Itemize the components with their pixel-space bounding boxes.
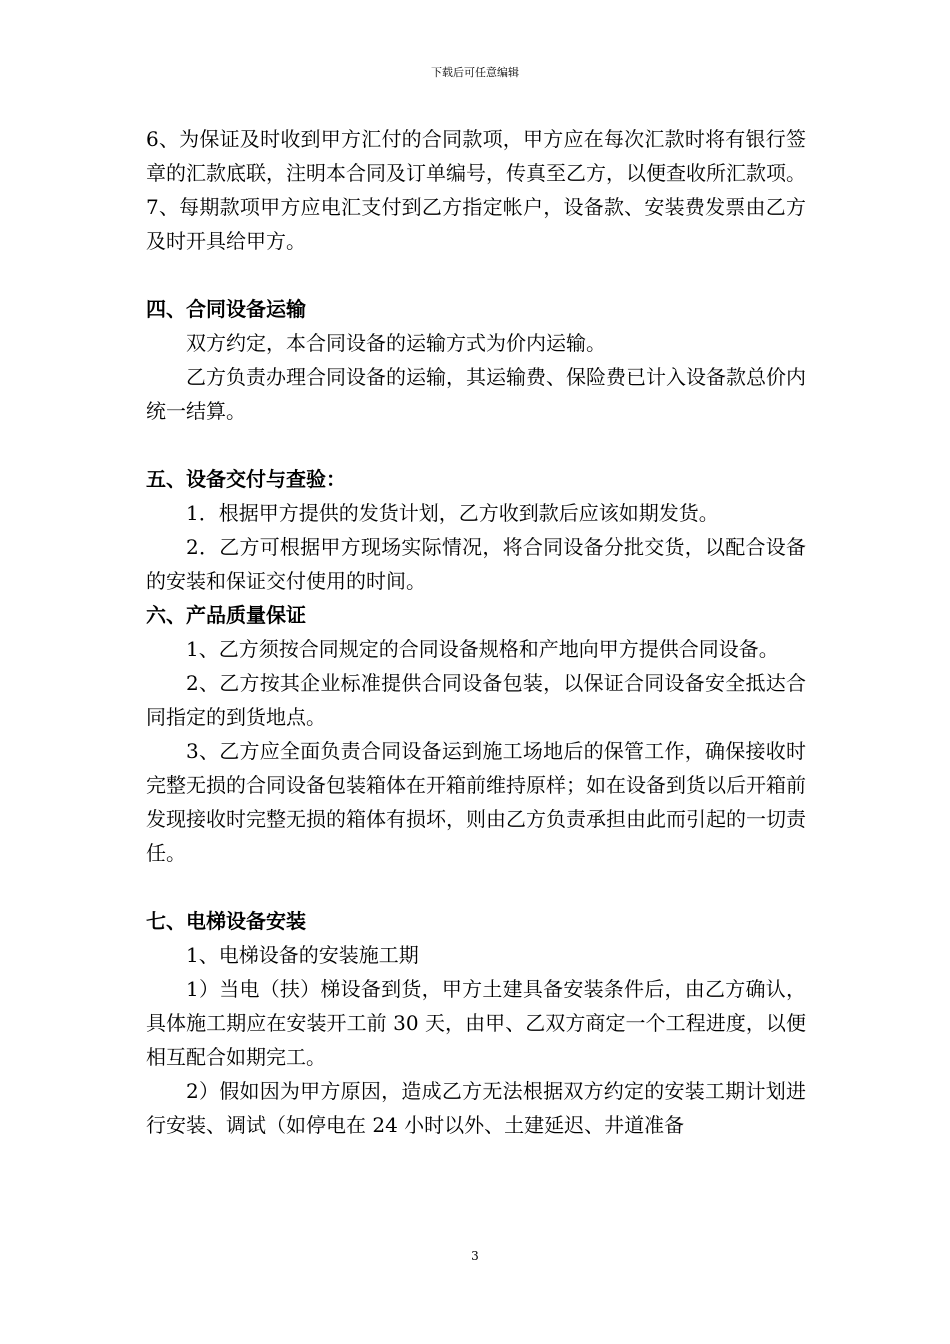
section-5-paragraph-1: 1．根据甲方提供的发货计划，乙方收到款后应该如期发货。 <box>186 501 719 525</box>
page-number: 3 <box>471 1249 479 1263</box>
section-7-paragraph-1: 1、电梯设备的安装施工期 <box>186 943 419 967</box>
header-note: 下载后可任意编辑 <box>431 66 519 79</box>
section-5-heading: 五、设备交付与查验： <box>146 467 346 491</box>
section-4-heading: 四、合同设备运输 <box>146 297 306 321</box>
spacer <box>146 870 806 904</box>
paragraph-item-6: 6、为保证及时收到甲方汇付的合同款项，甲方应在每次汇款时将有银行签章的汇款底联，注明本合同及订单编号，传真至乙方，以便查收所汇款项。 <box>146 127 806 185</box>
section-6-paragraph-2: 2、乙方按其企业标准提供合同设备包装，以保证合同设备安全抵达合同指定的到货地点。 <box>146 671 806 729</box>
paragraph-item-7: 7、每期款项甲方应电汇支付到乙方指定帐户，设备款、安装费发票由乙方及时开具给甲方。 <box>146 195 806 253</box>
section-6-paragraph-1: 1、乙方须按合同规定的合同设备规格和产地向甲方提供合同设备。 <box>186 637 779 661</box>
section-4-paragraph-1: 双方约定，本合同设备的运输方式为价内运输。 <box>186 331 606 355</box>
section-5-paragraph-2: 2．乙方可根据甲方现场实际情况，将合同设备分批交货，以配合设备的安装和保证交付使用的时间。 <box>146 535 806 593</box>
section-7-paragraph-3: 2）假如因为甲方原因，造成乙方无法根据双方约定的安装工期计划进行安装、调试（如停电在 24 小时以外、土建延迟、井道准备 <box>146 1079 806 1137</box>
section-4-paragraph-2: 乙方负责办理合同设备的运输，其运输费、保险费已计入设备款总价内统一结算。 <box>146 365 806 423</box>
section-7-paragraph-2: 1）当电（扶）梯设备到货，甲方土建具备安装条件后，由乙方确认，具体施工期应在安装开工前 30 天，由甲、乙双方商定一个工程进度，以便相互配合如期完工。 <box>146 977 806 1069</box>
spacer <box>146 258 806 292</box>
document-body <box>146 122 806 1142</box>
section-6-paragraph-3: 3、乙方应全面负责合同设备运到施工场地后的保管工作，确保接收时完整无损的合同设备包装箱体在开箱前维持原样；如在设备到货以后开箱前发现接收时完整无损的箱体有损坏，则由乙方负责承担由此而引起的一切责任。 <box>146 739 806 865</box>
spacer <box>146 428 806 462</box>
section-6-heading: 六、产品质量保证 <box>146 603 306 627</box>
section-7-heading: 七、电梯设备安装 <box>146 909 306 933</box>
